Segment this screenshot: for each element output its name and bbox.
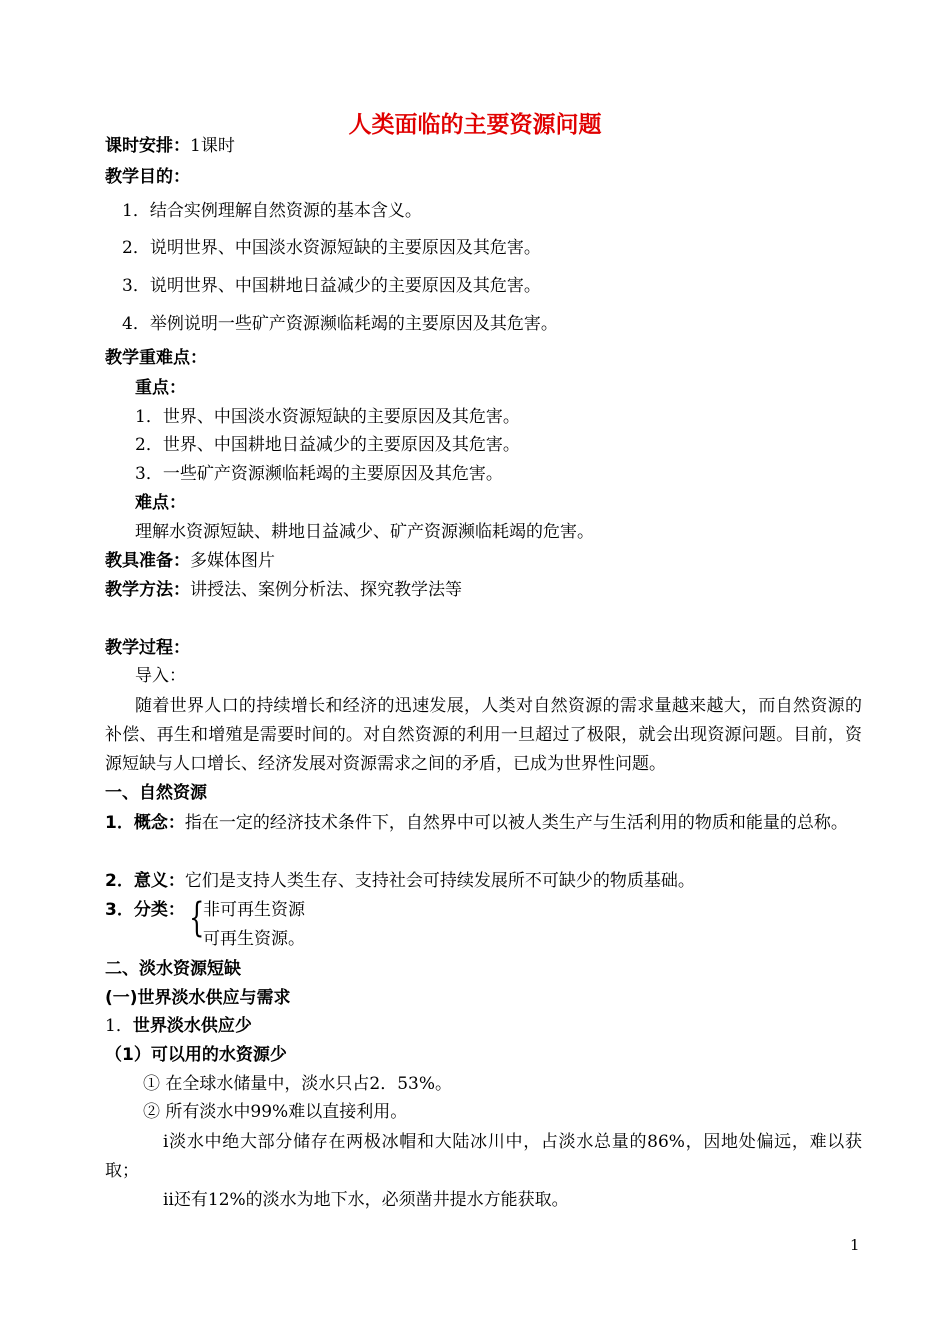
section2-heading: 二、淡水资源短缺 <box>105 959 241 979</box>
focus-item: 3．一些矿产资源濒临耗竭的主要原因及其危害。 <box>135 464 503 484</box>
schedule-value: 1课时 <box>190 136 235 156</box>
objective-item: 1．结合实例理解自然资源的基本含义。 <box>122 201 422 221</box>
sub1-heading: （1）可以用的水资源少 <box>105 1045 287 1065</box>
classification-label: 3．分类： <box>105 900 185 920</box>
concept-paragraph <box>105 809 862 838</box>
item1-label: 世界淡水供应少 <box>132 1016 252 1036</box>
concept-label: 1．概念： <box>105 813 185 833</box>
meaning-text: 它们是支持人类生存、支持社会可持续发展所不可缺少的物质基础。 <box>184 871 695 891</box>
class-item: 可再生资源。 <box>203 929 305 949</box>
intro-label: 导入： <box>135 666 186 686</box>
methods-value: 讲授法、案例分析法、探究教学法等 <box>190 580 462 600</box>
item1-line <box>105 1014 252 1038</box>
point-item: ② 所有淡水中99%难以直接利用。 <box>143 1102 408 1122</box>
concept-text: 指在一定的经济技术条件下，自然界中可以被人类生产与生活利用的物质和能量的总称。 <box>184 813 848 833</box>
tools-value: 多媒体图片 <box>190 551 275 571</box>
key-points-heading: 教学重难点： <box>105 348 207 368</box>
objective-item: 4．举例说明一些矿产资源濒临耗竭的主要原因及其危害。 <box>122 314 558 334</box>
objective-item: 3．说明世界、中国耕地日益减少的主要原因及其危害。 <box>122 276 541 296</box>
section2-subheading: (一)世界淡水供应与需求 <box>105 988 291 1008</box>
methods-line <box>105 578 462 602</box>
tools-label: 教具准备： <box>105 551 190 571</box>
difficulty-heading: 难点： <box>135 493 186 513</box>
point-item: ① 在全球水储量中，淡水只占2．53%。 <box>143 1074 453 1094</box>
brace-icon: { <box>189 895 205 941</box>
objective-item: 2．说明世界、中国淡水资源短缺的主要原因及其危害。 <box>122 238 541 258</box>
focus-item: 1．世界、中国淡水资源短缺的主要原因及其危害。 <box>135 407 520 427</box>
meaning-label: 2．意义： <box>105 871 185 891</box>
detail-i: ⅰ淡水中绝大部分储存在两极冰帽和大陆冰川中，占淡水总量的86%，因地处偏远，难以获取； <box>105 1132 862 1181</box>
item1-number: 1． <box>105 1016 133 1036</box>
focus-heading: 重点： <box>135 378 186 398</box>
methods-label: 教学方法： <box>105 580 190 600</box>
detail-ii: ⅱ还有12%的淡水为地下水，必须凿井提水方能获取。 <box>163 1190 569 1210</box>
meaning-line <box>105 869 695 893</box>
section1-heading: 一、自然资源 <box>105 783 207 803</box>
difficulty-text: 理解水资源短缺、耕地日益减少、矿产资源濒临耗竭的危害。 <box>135 522 594 542</box>
process-heading: 教学过程： <box>105 638 190 658</box>
tools-line <box>105 549 275 573</box>
page-number: 1 <box>850 1236 860 1254</box>
objectives-heading: 教学目的： <box>105 167 190 187</box>
class-item: 非可再生资源 <box>203 900 305 920</box>
schedule-line <box>105 134 235 158</box>
page-title: 人类面临的主要资源问题 <box>348 112 602 138</box>
schedule-label: 课时安排： <box>105 136 190 156</box>
intro-paragraph: 随着世界人口的持续增长和经济的迅速发展，人类对自然资源的需求量越来越大，而自然资源的补偿、再生和增殖是需要时间的。对自然资源的利用一旦超过了极限，就会出现资源问题。目前，资源短缺与人口增长、经济发展对资源需求之间的矛盾，已成为世界性问题。 <box>105 696 862 774</box>
focus-item: 2．世界、中国耕地日益减少的主要原因及其危害。 <box>135 435 520 455</box>
